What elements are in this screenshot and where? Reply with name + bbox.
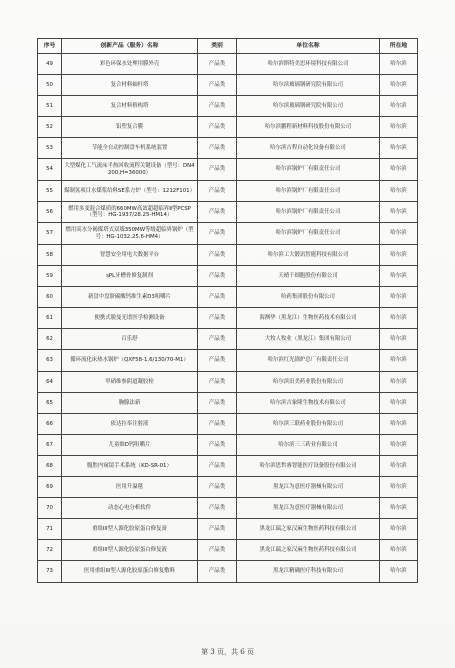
category: 产品类 [198, 519, 237, 540]
table-row [38, 117, 418, 138]
row-number: 68 [38, 456, 62, 477]
table-row [38, 540, 418, 561]
category: 产品类 [198, 159, 237, 181]
product-name: 胸腺法新 [62, 393, 198, 414]
innovation-products-table [37, 38, 418, 583]
location: 哈尔滨 [380, 75, 418, 96]
row-number: 67 [38, 435, 62, 456]
header-no: 序号 [38, 39, 62, 54]
table-row [38, 96, 418, 117]
product-name: 燃用高水分褐煤塔式双墙350MW等级超临界锅炉（型号：HG-1032.25.6-HM4） [62, 223, 198, 245]
row-number: 66 [38, 414, 62, 435]
row-number: 58 [38, 245, 62, 266]
header-product: 创新产品（服务）名称 [62, 39, 198, 54]
location: 哈尔滨 [380, 372, 418, 393]
table-body [38, 54, 418, 583]
unit-name: 哈药集团股份有限公司 [237, 287, 380, 308]
table-row [38, 181, 418, 202]
unit-name: 哈尔滨吉程自动化设备有限公司 [237, 138, 380, 159]
table-row [38, 202, 418, 223]
location: 哈尔滨 [380, 245, 418, 266]
product-name: sPL牙槽骨修复制剂 [62, 266, 198, 287]
location: 哈尔滨 [380, 54, 418, 75]
category: 产品类 [198, 202, 237, 223]
unit-name: 哈尔滨玻璃钢研究院有限公司 [237, 96, 380, 117]
product-name: 医用重组III型人源化胶原蛋白修复敷料 [62, 561, 198, 583]
category: 产品类 [198, 117, 237, 138]
category: 产品类 [198, 561, 237, 583]
location: 哈尔滨 [380, 181, 418, 202]
table-row [38, 435, 418, 456]
product-name: 复合材料格构塔 [62, 96, 198, 117]
table-row [38, 138, 418, 159]
unit-name: 哈尔滨工大锻讯智能科技有限公司 [237, 245, 380, 266]
row-number: 65 [38, 393, 62, 414]
location: 哈尔滨 [380, 159, 418, 181]
location: 哈尔滨 [380, 287, 418, 308]
table-row [38, 561, 418, 583]
location: 哈尔滨 [380, 435, 418, 456]
category: 产品类 [198, 477, 237, 498]
row-number: 54 [38, 159, 62, 181]
header-category: 类别 [198, 39, 237, 54]
table-row [38, 329, 418, 350]
unit-name: 哈尔滨锅炉厂有限责任公司 [237, 223, 380, 245]
location: 哈尔滨 [380, 519, 418, 540]
unit-name: 哈尔滨三三药业有限公司 [237, 435, 380, 456]
unit-name: 哈尔滨斯特美思环境科技有限公司 [237, 54, 380, 75]
table-row [38, 414, 418, 435]
table-row [38, 393, 418, 414]
row-number: 59 [38, 266, 62, 287]
location: 哈尔滨 [380, 414, 418, 435]
location: 哈尔滨 [380, 561, 418, 583]
category: 产品类 [198, 540, 237, 561]
row-number: 61 [38, 308, 62, 329]
product-name: 煤制氢项目水煤浆给料SE系方炉（型号：1212F101） [62, 181, 198, 202]
location: 哈尔滨 [380, 223, 418, 245]
unit-name: 黑龙江为意医疗器械有限公司 [237, 477, 380, 498]
row-number: 50 [38, 75, 62, 96]
unit-name: 黑龙江为意医疗器械有限公司 [237, 498, 380, 519]
location: 哈尔滨 [380, 498, 418, 519]
product-name: 新盘中盘脐碳酸钙维生素D3咀嚼片 [62, 287, 198, 308]
unit-name: 大牧人牧业（黑龙江）集团有限公司 [237, 329, 380, 350]
table-row [38, 498, 418, 519]
category: 产品类 [198, 223, 237, 245]
location: 哈尔滨 [380, 266, 418, 287]
category: 产品类 [198, 245, 237, 266]
row-number: 73 [38, 561, 62, 583]
table-row [38, 75, 418, 96]
product-name: 便携式脱曼光谱医学检测设备 [62, 308, 198, 329]
location: 哈尔滨 [380, 202, 418, 223]
unit-name: 天晴千细胞股份有限公司 [237, 266, 380, 287]
category: 产品类 [198, 498, 237, 519]
product-name: 复合材料轴杆塔 [62, 75, 198, 96]
page-number: 第 3 页，共 6 页 [201, 648, 254, 656]
unit-name: 黑龙江瑞之家汉麻生物医药科技有限公司 [237, 540, 380, 561]
category: 产品类 [198, 181, 237, 202]
category: 产品类 [198, 329, 237, 350]
category: 产品类 [198, 96, 237, 117]
row-number: 69 [38, 477, 62, 498]
product-name: 重组III型人源化胶原蛋白修复膏 [62, 519, 198, 540]
category: 产品类 [198, 75, 237, 96]
row-number: 72 [38, 540, 62, 561]
unit-name: 哈尔滨三联药业股份有限公司 [237, 414, 380, 435]
row-number: 52 [38, 117, 62, 138]
category: 产品类 [198, 350, 237, 372]
unit-name: 黑龙江瑞之家汉麻生物医药科技有限公司 [237, 519, 380, 540]
row-number: 64 [38, 372, 62, 393]
category: 产品类 [198, 54, 237, 75]
product-name: 节能全自动控制盘车机系统装置 [62, 138, 198, 159]
table-row [38, 519, 418, 540]
product-name: 重组III型人源化胶原蛋白修复液 [62, 540, 198, 561]
location: 哈尔滨 [380, 477, 418, 498]
product-name: 铝塑复合膜 [62, 117, 198, 138]
row-number: 60 [38, 287, 62, 308]
table-row [38, 477, 418, 498]
table-row [38, 159, 418, 181]
unit-name: 哈尔滨锅炉厂有限责任公司 [237, 181, 380, 202]
location: 哈尔滨 [380, 308, 418, 329]
row-number: 49 [38, 54, 62, 75]
location: 哈尔滨 [380, 393, 418, 414]
unit-name: 哈尔滨玻璃钢研究院有限公司 [237, 75, 380, 96]
unit-name: 哈尔滨吉象隆生物技术有限公司 [237, 393, 380, 414]
table-row [38, 245, 418, 266]
product-name: 百乐舒 [62, 329, 198, 350]
unit-name: 黑龙江精确医疗科技有限公司 [237, 561, 380, 583]
product-name: 动态心电分析软件 [62, 498, 198, 519]
unit-name: 哈尔滨田美药业股份有限公司 [237, 372, 380, 393]
category: 产品类 [198, 308, 237, 329]
table-row [38, 54, 418, 75]
product-name: 儿童维D钙咀嚼片 [62, 435, 198, 456]
table-header-row [38, 39, 418, 54]
category: 产品类 [198, 266, 237, 287]
location: 哈尔滨 [380, 96, 418, 117]
row-number: 63 [38, 350, 62, 372]
product-name: 智慧安全用电大数据平台 [62, 245, 198, 266]
category: 产品类 [198, 287, 237, 308]
row-number: 71 [38, 519, 62, 540]
row-number: 62 [38, 329, 62, 350]
row-number: 55 [38, 181, 62, 202]
product-name: 燃用多变混合煤质的660MW高效超超临界Ⅱ型PCSP（型号：HG-1937/28.25-HM14） [62, 202, 198, 223]
unit-name: 哈尔滨鹏程新材料科技股份有限公司 [237, 117, 380, 138]
unit-name: 哈尔滨锅炉厂有限责任公司 [237, 159, 380, 181]
location: 哈尔滨 [380, 329, 418, 350]
product-name: 依达拉奉注射液 [62, 414, 198, 435]
unit-name: 哈尔滨思哲睿智能医疗设备股份有限公司 [237, 456, 380, 477]
product-name: 大型煤化工气流床半热回收流程关键设备（型号：DN4200,H=36000） [62, 159, 198, 181]
location: 哈尔滨 [380, 138, 418, 159]
row-number: 51 [38, 96, 62, 117]
row-number: 57 [38, 223, 62, 245]
table-row [38, 456, 418, 477]
location: 哈尔滨 [380, 117, 418, 138]
table-row [38, 223, 418, 245]
product-name: 腹腔内窥镜手术系统（KD-SR-01） [62, 456, 198, 477]
category: 产品类 [198, 138, 237, 159]
table-row [38, 350, 418, 372]
category: 产品类 [198, 393, 237, 414]
header-unit: 单位名称 [237, 39, 380, 54]
unit-name: 哈尔滨锅炉厂有限责任公司 [237, 202, 380, 223]
row-number: 70 [38, 498, 62, 519]
table-row [38, 287, 418, 308]
product-name: 医用升温毯 [62, 477, 198, 498]
unit-name: 哈尔滨红光锅炉总厂有限责任公司 [237, 350, 380, 372]
product-name: 循环流化床热水锅炉（QXF58-1.6/130/70-M1） [62, 350, 198, 372]
category: 产品类 [198, 414, 237, 435]
category: 产品类 [198, 456, 237, 477]
table-row [38, 266, 418, 287]
location: 哈尔滨 [380, 350, 418, 372]
product-name: 彩色环保水处理用膜外壳 [62, 54, 198, 75]
header-location: 所在地 [380, 39, 418, 54]
row-number: 56 [38, 202, 62, 223]
location: 哈尔滨 [380, 540, 418, 561]
unit-name: 海澳华（黑龙江）生物医药技术有限公司 [237, 308, 380, 329]
product-name: 甲硝维参阴道凝胶栓 [62, 372, 198, 393]
category: 产品类 [198, 435, 237, 456]
table-row [38, 372, 418, 393]
row-number: 53 [38, 138, 62, 159]
location: 哈尔滨 [380, 456, 418, 477]
table-row [38, 308, 418, 329]
category: 产品类 [198, 372, 237, 393]
